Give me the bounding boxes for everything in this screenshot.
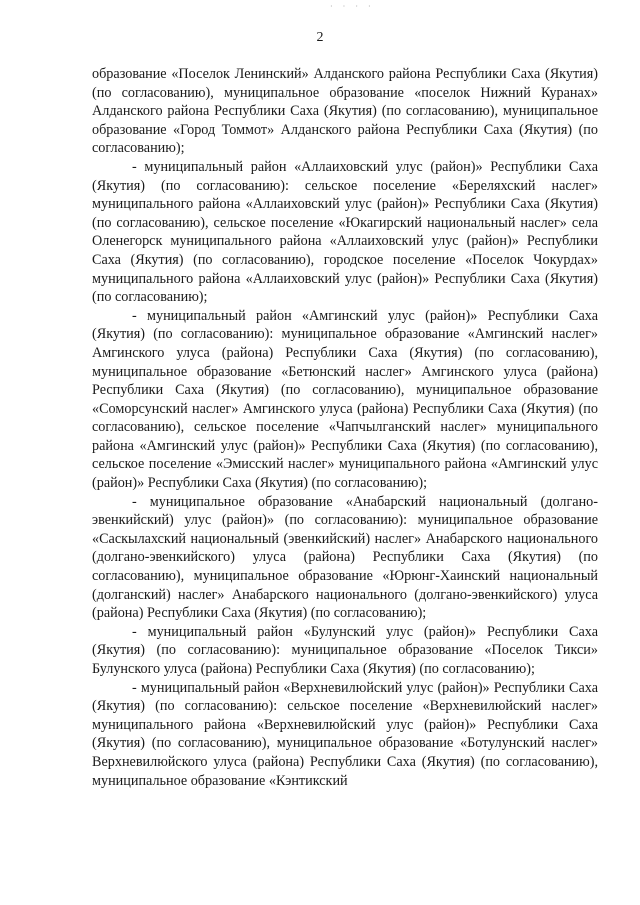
scan-artifact: · · · · [330, 2, 375, 11]
paragraph-verkhnevilyuysky: - муниципальный район «Верхневилюйский улус (район)» Республики Саха (Якутия) (по согласованию): сельское поселение «Верхневилюйский наслег» муниципального района «Верхневилюйский улус (район)» Республики Саха (Якутия) (по согласованию), муниципальное образование «Ботулунский наслег» Верхневилюйского улуса (района) Республики Саха (Якутия) (по согласованию), муниципальное образование «Кэнтикский [92, 679, 598, 789]
paragraph-amginsky: - муниципальный район «Амгинский улус (район)» Республики Саха (Якутия) (по согласованию): муниципальное образование «Амгинский наслег» Амгинского улуса (района) Республики Саха (Якутия) (по согласованию), муниципальное образование «Бетюнский наслег» Амгинского улуса (района) Республики Саха (Якутия) (по согласованию), муниципальное образование «Соморсунский наслег» Амгинского улуса (района) Республики Саха (Якутия) (по согласованию), сельское поселение «Чапчылганский наслег» муниципального района «Амгинский улус (район)» Республики Саха (Якутия) (по согласованию), сельское поселение «Эмисский наслег» муниципального района «Амгинский улус (район)» Республики Саха (Якутия) (по согласованию); [92, 307, 598, 492]
paragraph-anabarsky: - муниципальное образование «Анабарский национальный (долгано-эвенкийский) улус (район)» (по согласованию): муниципальное образование «Саскылахский национальный (эвенкийский) наслег» Анабарского национального (долгано-эвенкийского) улуса (района) Республики Саха (Якутия) (по согласованию), муниципальное образование «Юрюнг-Хаинский национальный (долганский) наслег» Анабарского национального (долгано-эвенкийского) улуса (района) Республики Саха (Якутия) (по согласованию); [92, 493, 598, 622]
page-number: 2 [316, 30, 324, 45]
paragraph-continuation: образование «Поселок Ленинский» Алданского района Республики Саха (Якутия) (по согласованию), муниципальное образование «поселок Нижний Куранах» Алданского района Республики Саха (Якутия) (по согласованию), муниципальное образование «Город Томмот» Алданского района Республики Саха (Якутия) (по согласованию); [92, 66, 598, 157]
paragraph-bulunsky: - муниципальный район «Булунский улус (район)» Республики Саха (Якутия) (по согласованию): муниципальное образование «Поселок Тикси» Булунского улуса (района) Республики Саха (Якутия) (по согласованию); [92, 623, 598, 677]
paragraph-allaikhovsky: - муниципальный район «Аллаиховский улус (район)» Республики Саха (Якутия) (по согласованию): сельское поселение «Береляхский наслег» муниципального района «Аллаиховский улус (район)» Республики Саха (Якутия) (по согласованию), сельское поселение «Юкагирский национальный наслег» села Оленегорск муниципального района «Аллаиховский улус (район)» Республики Саха (Якутия) (по согласованию), городское поселение «Поселок Чокурдах» муниципального района «Аллаиховский улус (район)» Республики Саха (Якутия) (по согласованию); [92, 158, 598, 306]
document-body [92, 65, 598, 790]
